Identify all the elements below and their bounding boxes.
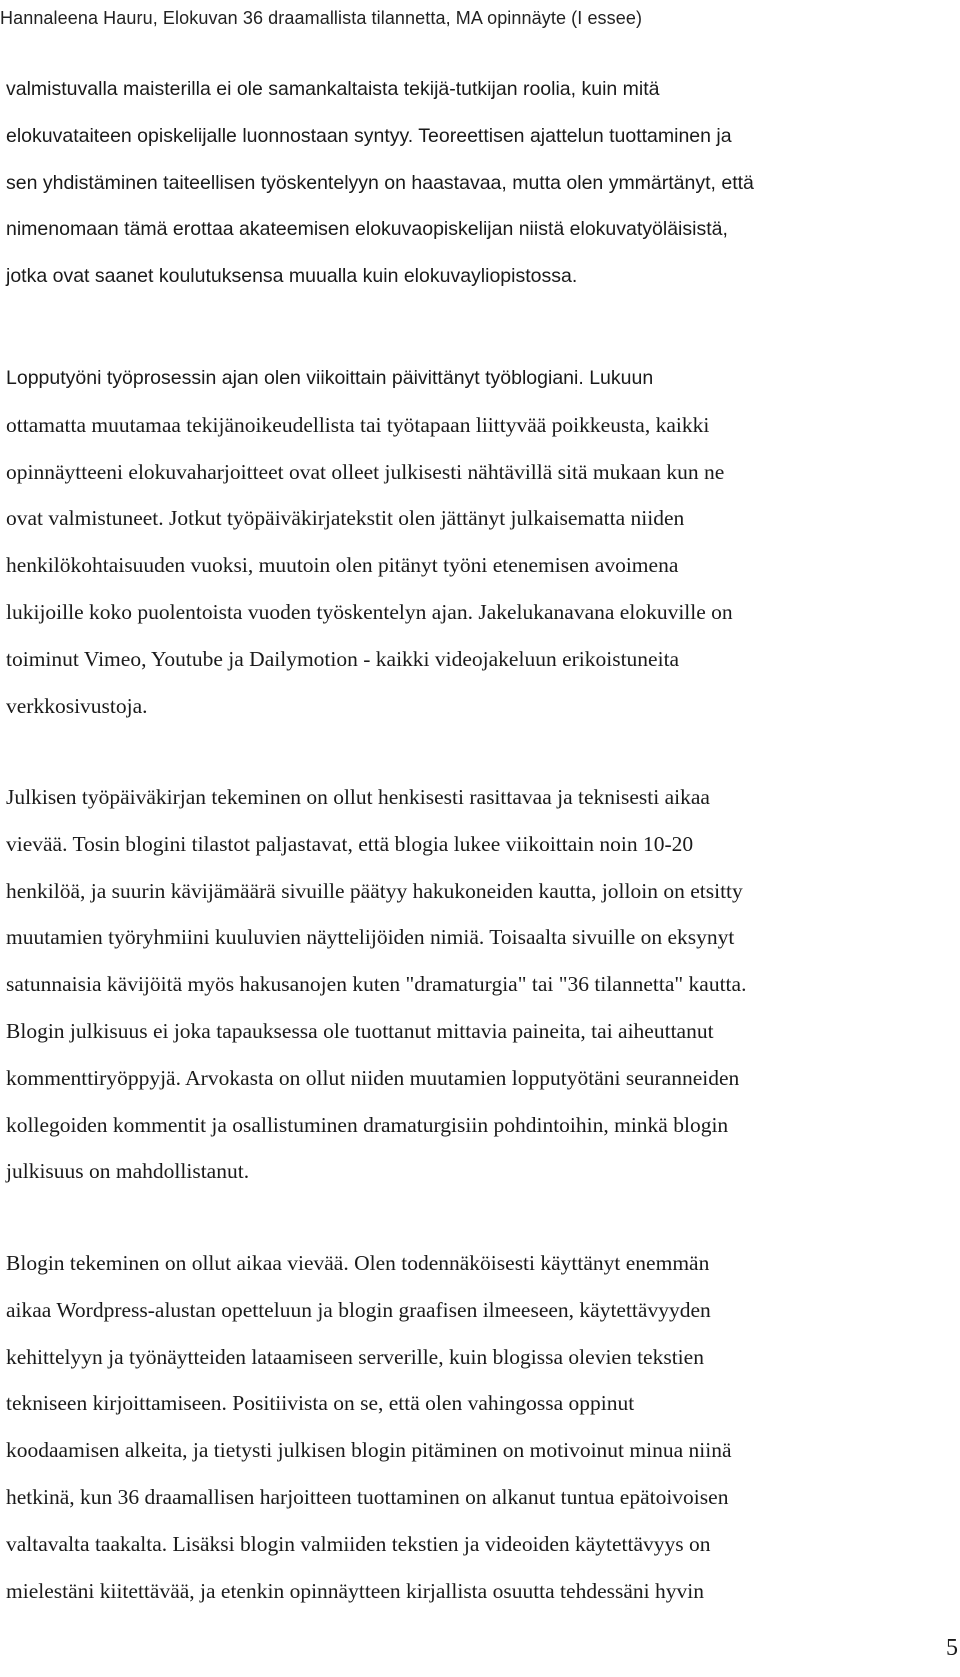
- text-line: mielestäni kiitettävää, ja etenkin opinnäytteen kirjallista osuutta tehdessäni hyvin: [6, 1578, 704, 1603]
- text-line: kehittelyyn ja työnäytteiden lataamiseen serverille, kuin blogissa olevien tekstien: [6, 1344, 704, 1369]
- text-line: ovat valmistuneet. Jotkut työpäiväkirjatekstit olen jättänyt julkaisematta niiden: [6, 506, 685, 531]
- text-line: Lopputyöni työprosessin ajan olen viikoittain päivittänyt työblogiani. Lukuun: [6, 367, 654, 389]
- text-line: muutamien työryhmiini kuuluvien näyttelijöiden nimiä. Toisaalta sivuille on eksynyt: [6, 925, 735, 950]
- page-number: 5: [946, 1635, 958, 1661]
- text-line: kommenttiryöppyjä. Arvokasta on ollut niiden muutamien lopputyötäni seuranneiden: [6, 1065, 740, 1090]
- paragraph-2: [6, 355, 946, 729]
- text-line: jotka ovat saanet koulutuksensa muualla kuin elokuvayliopistossa.: [6, 265, 578, 288]
- text-line: vievää. Tosin blogini tilastot paljastavat, että blogia lukee viikoittain noin 10-20: [6, 831, 694, 856]
- text-line: koodaamisen alkeita, ja tietysti julkisen blogin pitäminen on motivoinut minua niinä: [6, 1438, 732, 1463]
- text-line: Blogin tekeminen on ollut aikaa vievää. Olen todennäköisesti käyttänyt enemmän: [6, 1251, 710, 1275]
- text-line: satunnaisia kävijöitä myös hakusanojen kuten "dramaturgia" tai "36 tilannetta" kautta.: [6, 972, 747, 997]
- text-line: hetkinä, kun 36 draamallisen harjoitteen tuottaminen on alkanut tuntua epätoivoisen: [6, 1484, 729, 1509]
- text-line: verkkosivustoja.: [6, 693, 148, 718]
- text-line: nimenomaan tämä erottaa akateemisen elokuvaopiskelijan niistä elokuvatyöläisistä,: [6, 218, 728, 241]
- text-line: toiminut Vimeo, Youtube ja Dailymotion - kaikki videojakeluun erikoistuneita: [6, 646, 680, 671]
- text-line: tekniseen kirjoittamiseen. Positiivista on se, että olen vahingossa oppinut: [6, 1391, 635, 1416]
- text-line: lukijoille koko puolentoista vuoden työskentelyn ajan. Jakelukanavana elokuville on: [6, 599, 733, 624]
- text-line: elokuvataiteen opiskelijalle luonnostaan syntyy. Teoreettisen ajattelun tuottaminen ja: [6, 124, 732, 147]
- running-header: Hannaleena Hauru, Elokuvan 36 draamallista tilannetta, MA opinnäyte (I essee): [0, 8, 643, 28]
- text-line: Julkisen työpäiväkirjan tekeminen on ollut henkisesti rasittavaa ja teknisesti aikaa: [6, 785, 710, 809]
- text-line: ottamatta muutamaa tekijänoikeudellista tai työtapaan liittyvää poikkeusta, kaikki: [6, 412, 710, 437]
- paragraph-4: [6, 1240, 946, 1614]
- text-line: valtavalta taakalta. Lisäksi blogin valmiiden tekstien ja videoiden käytettävyys on: [6, 1531, 711, 1556]
- paragraph-1: [6, 66, 946, 300]
- text-line: aikaa Wordpress-alustan opetteluun ja blogin graafisen ilmeeseen, käytettävyyden: [6, 1297, 711, 1322]
- text-line: valmistuvalla maisterilla ei ole samankaltaista tekijä-tutkijan roolia, kuin mitä: [6, 78, 660, 100]
- paragraph-3: [6, 774, 946, 1195]
- text-line: kollegoiden kommentit ja osallistuminen dramaturgisiin pohdintoihin, minkä blogin: [6, 1112, 729, 1137]
- text-line: henkilöä, ja suurin kävijämäärä sivuille päätyy hakukoneiden kautta, jolloin on etsitty: [6, 878, 743, 903]
- text-line: sen yhdistäminen taiteellisen työskentelyyn on haastavaa, mutta olen ymmärtänyt, että: [6, 171, 754, 194]
- text-line: opinnäytteeni elokuvaharjoitteet ovat olleet julkisesti nähtävillä sitä mukaan kun ne: [6, 459, 725, 484]
- text-line: henkilökohtaisuuden vuoksi, muutoin olen pitänyt työni etenemisen avoimena: [6, 553, 679, 578]
- text-line: Blogin julkisuus ei joka tapauksessa ole tuottanut mittavia paineita, tai aiheuttanut: [6, 1018, 714, 1043]
- text-line: julkisuus on mahdollistanut.: [6, 1159, 250, 1184]
